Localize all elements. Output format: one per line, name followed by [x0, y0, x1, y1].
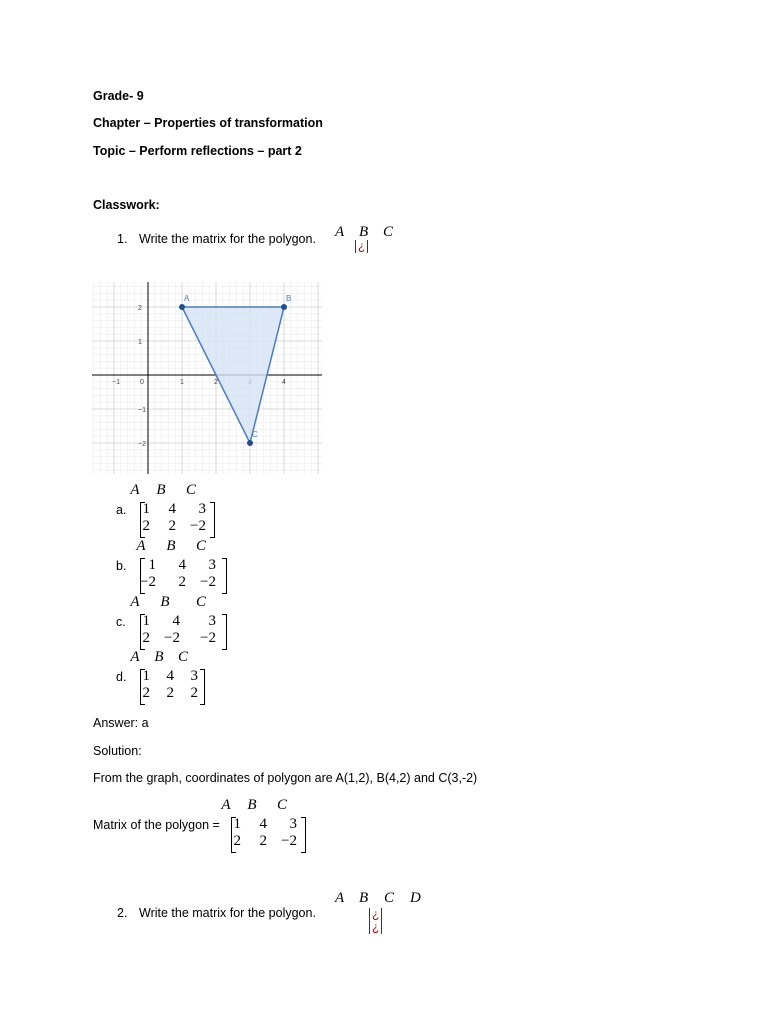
point-label-a: A — [184, 294, 190, 303]
solution-right-bracket — [301, 817, 306, 853]
option-b-cell-r2c2: 2 — [178, 574, 186, 590]
option-c-letter: c. — [116, 615, 126, 629]
point-label-b: B — [286, 294, 292, 303]
option-c-cell-r2c2: −2 — [164, 630, 180, 646]
grade-line: Grade- 9 — [93, 89, 144, 103]
point-label-c: C — [252, 430, 258, 439]
point-a — [179, 304, 185, 310]
q2-matrix-header-c: C — [384, 890, 395, 906]
q1-number: 1. — [117, 232, 128, 246]
option-a-header-a: A — [130, 482, 140, 498]
chapter-line: Chapter – Properties of transformation — [93, 116, 323, 130]
y-tick-label: −1 — [138, 407, 146, 414]
option-a-header-c: C — [185, 482, 196, 498]
q1-matrix-header-c: C — [383, 224, 394, 240]
option-c-cell-r1c1: 1 — [142, 613, 150, 629]
solution-header-c: C — [276, 797, 287, 813]
q2-matrix-header-d: D — [410, 890, 421, 906]
option-d-cell-r1c3: 3 — [190, 668, 198, 684]
option-b-cell-r2c3: −2 — [200, 574, 216, 590]
option-b-cell-r2c1: −2 — [140, 574, 156, 590]
option-b-header-b: B — [166, 538, 176, 554]
solution-cell-r1c2: 4 — [259, 816, 267, 832]
point-b — [281, 304, 287, 310]
option-c-header-c: C — [195, 594, 206, 610]
q2-matrix-placeholder-top: ¿ — [369, 908, 382, 921]
option-b-right-bracket — [222, 558, 227, 594]
option-c-right-bracket — [222, 614, 227, 650]
option-d-cell-r2c3: 2 — [190, 685, 198, 701]
option-d-letter: d. — [116, 670, 127, 684]
option-b-header-c: C — [195, 538, 206, 554]
solution-cell-r2c3: −2 — [281, 833, 297, 849]
option-d-header-c: C — [177, 649, 188, 665]
option-d-cell-r1c1: 1 — [142, 668, 150, 684]
option-c-cell-r1c3: 3 — [208, 613, 216, 629]
x-tick-label: 2 — [214, 379, 218, 386]
answer-text: Answer: a — [93, 716, 149, 730]
q2-matrix-header-b: B — [359, 890, 369, 906]
option-c-header-b: B — [160, 594, 170, 610]
solution-cell-r2c1: 2 — [233, 833, 241, 849]
q2-matrix-placeholder-bottom: ¿ — [369, 921, 382, 934]
classwork-heading: Classwork: — [93, 198, 160, 212]
x-tick-label: 0 — [140, 379, 144, 386]
solution-cell-r1c1: 1 — [233, 816, 241, 832]
x-tick-label: 1 — [180, 379, 184, 386]
option-d-header-a: A — [130, 649, 140, 665]
solution-cell-r1c3: 3 — [289, 816, 297, 832]
option-a-cell-r2c2: 2 — [168, 518, 176, 534]
option-a-cell-r2c3: −2 — [190, 518, 206, 534]
x-tick-label: 4 — [282, 379, 286, 386]
y-tick-label: −2 — [138, 441, 146, 448]
option-a-cell-r1c2: 4 — [168, 501, 176, 517]
option-b-letter: b. — [116, 559, 127, 573]
y-tick-label: 1 — [138, 339, 142, 346]
option-b-cell-r1c3: 3 — [208, 557, 216, 573]
option-d-header-b: B — [154, 649, 164, 665]
option-a-cell-r1c3: 3 — [198, 501, 206, 517]
option-c-cell-r1c2: 4 — [172, 613, 180, 629]
option-d-cell-r1c2: 4 — [166, 668, 174, 684]
matrix-label: Matrix of the polygon = — [93, 818, 220, 832]
topic-line: Topic – Perform reflections – part 2 — [93, 144, 302, 158]
q2-matrix-header-a: A — [335, 890, 345, 906]
solution-header-a: A — [221, 797, 231, 813]
option-a-right-bracket — [210, 502, 215, 538]
y-tick-label: 2 — [138, 305, 142, 312]
point-c — [247, 440, 253, 446]
q1-coordinate-graph — [92, 282, 322, 474]
x-tick-label: −1 — [112, 379, 120, 386]
option-c-cell-r2c3: −2 — [200, 630, 216, 646]
q1-matrix-placeholder: ¿ — [355, 240, 368, 253]
option-b-cell-r1c1: 1 — [148, 557, 156, 573]
q2-text: Write the matrix for the polygon. — [139, 906, 316, 920]
option-b-header-a: A — [136, 538, 146, 554]
solution-label: Solution: — [93, 744, 142, 758]
option-a-cell-r1c1: 1 — [142, 501, 150, 517]
option-a-cell-r2c1: 2 — [142, 518, 150, 534]
q1-matrix-header-b: B — [359, 224, 369, 240]
option-a-header-b: B — [156, 482, 166, 498]
q2-number: 2. — [117, 906, 128, 920]
solution-header-b: B — [247, 797, 257, 813]
q1-matrix-header-a: A — [335, 224, 345, 240]
option-b-cell-r1c2: 4 — [178, 557, 186, 573]
option-d-cell-r2c2: 2 — [166, 685, 174, 701]
option-d-cell-r2c1: 2 — [142, 685, 150, 701]
solution-cell-r2c2: 2 — [259, 833, 267, 849]
option-c-header-a: A — [130, 594, 140, 610]
option-a-letter: a. — [116, 503, 127, 517]
option-d-right-bracket — [200, 669, 205, 705]
q1-text: Write the matrix for the polygon. — [139, 232, 316, 246]
option-c-cell-r2c1: 2 — [142, 630, 150, 646]
solution-text: From the graph, coordinates of polygon are A(1,2), B(4,2) and C(3,-2) — [93, 771, 478, 785]
